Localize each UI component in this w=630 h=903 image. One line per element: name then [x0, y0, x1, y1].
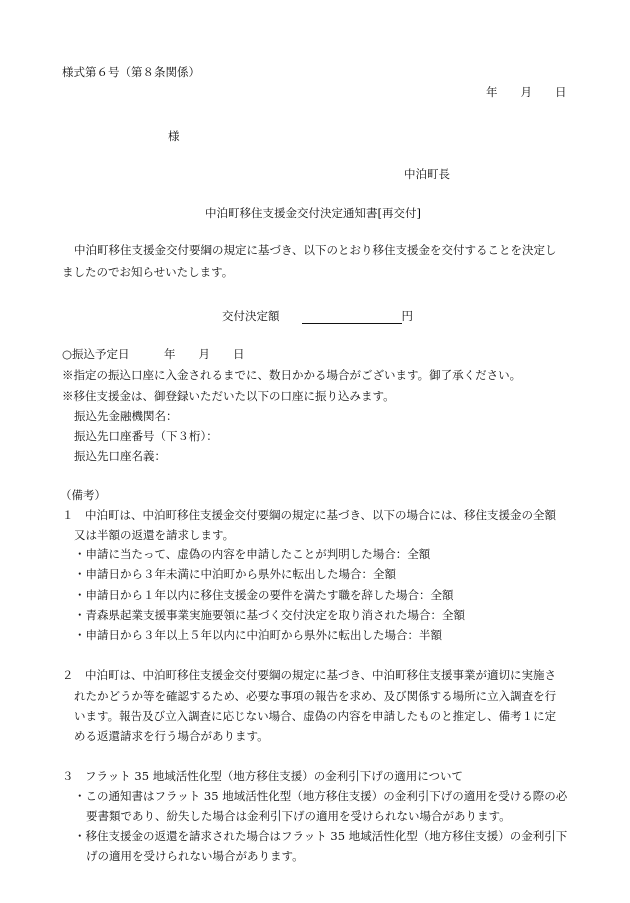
intro-line-2: ましたのでお知らせいたします。 [62, 265, 234, 279]
remark-3-bullet-1-line-1: ・この通知書はフラット 35 地域活性化型（地方移住支援）の金利引下げの適用を受ける際の必 [74, 789, 568, 803]
amount-label: 交付決定額 [222, 309, 280, 323]
remark-2-line-2: れたかどうか等を確認するため、必要な事項の報告を求め、及び関係する場所に立入調査を行 [74, 689, 557, 703]
remark-2-line-3: います。報告及び立入調査に応じない場合、虚偽の内容を申請したものと推定し、備考１に定 [74, 709, 557, 723]
account-number-field: 振込先口座番号（下３桁）： [74, 429, 218, 443]
remark-2-line-4: める返還請求を行う場合があります。 [74, 729, 269, 743]
date-line: 年 月 日 [486, 85, 567, 99]
amount-unit: 円 [401, 309, 413, 323]
amount-row [222, 308, 413, 324]
bank-name-field: 振込先金融機関名： [74, 409, 178, 423]
remark-2-line-1: ２ 中泊町は、中泊町移住支援金交付要綱の規定に基づき、中泊町移住支援事業が適切に実施さ [62, 668, 557, 682]
remark-3-bullet-2-line-1: ・移住支援金の返還を請求された場合はフラット 35 地域活性化型（地方移住支援）の金利引下 [74, 829, 568, 843]
remark-3-bullet-2-line-2: げの適用を受けられない場合があります。 [86, 849, 304, 863]
amount-blank [302, 310, 402, 324]
remark-1-bullet: ・青森県起業支援事業実施要領に基づく交付決定を取り消された場合：全額 [74, 608, 465, 622]
transfer-date: ○振込予定日 年 月 日 [62, 347, 245, 361]
remark-1-bullet: ・申請に当たって、虚偽の内容を申請したことが判明した場合：全額 [74, 547, 431, 561]
remark-1-bullet: ・申請日から３年未満に中泊町から県外に転出した場合：全額 [74, 567, 396, 581]
remark-1-line-2: 又は半額の返還を請求します。 [74, 528, 235, 542]
remark-1-bullet: ・申請日から３年以上５年以内に中泊町から県外に転出した場合：半額 [74, 628, 442, 642]
remark-1-bullet: ・申請日から１年以内に移住支援金の要件を満たす職を辞した場合：全額 [74, 588, 454, 602]
remarks-heading: （備考） [60, 488, 106, 502]
transfer-note-1: ※指定の振込口座に入金されるまでに、数日かかる場合がございます。御了承ください。 [62, 368, 522, 382]
remark-3-heading: ３ フラット 35 地域活性化型（地方移住支援）の金利引下げの適用について [62, 769, 463, 783]
document-title: 中泊町移住支援金交付決定通知書[再交付] [205, 206, 421, 220]
addressee-honorific: 様 [168, 129, 180, 143]
account-holder-field: 振込先口座名義： [74, 449, 166, 463]
issuer-name: 中泊町長 [404, 167, 450, 181]
transfer-note-2: ※移住支援金は、御登録いただいた以下の口座に振り込みます。 [62, 389, 395, 403]
form-number: 様式第６号（第８条関係） [62, 65, 200, 79]
remark-3-bullet-1-line-2: 要書類であり、紛失した場合は金利引下げの適用を受けられない場合があります。 [86, 809, 511, 823]
intro-line-1: 中泊町移住支援金交付要綱の規定に基づき、以下のとおり移住支援金を交付することを決定し [74, 243, 557, 257]
remark-1-line-1: １ 中泊町は、中泊町移住支援金交付要綱の規定に基づき、以下の場合には、移住支援金の全額 [62, 508, 557, 522]
